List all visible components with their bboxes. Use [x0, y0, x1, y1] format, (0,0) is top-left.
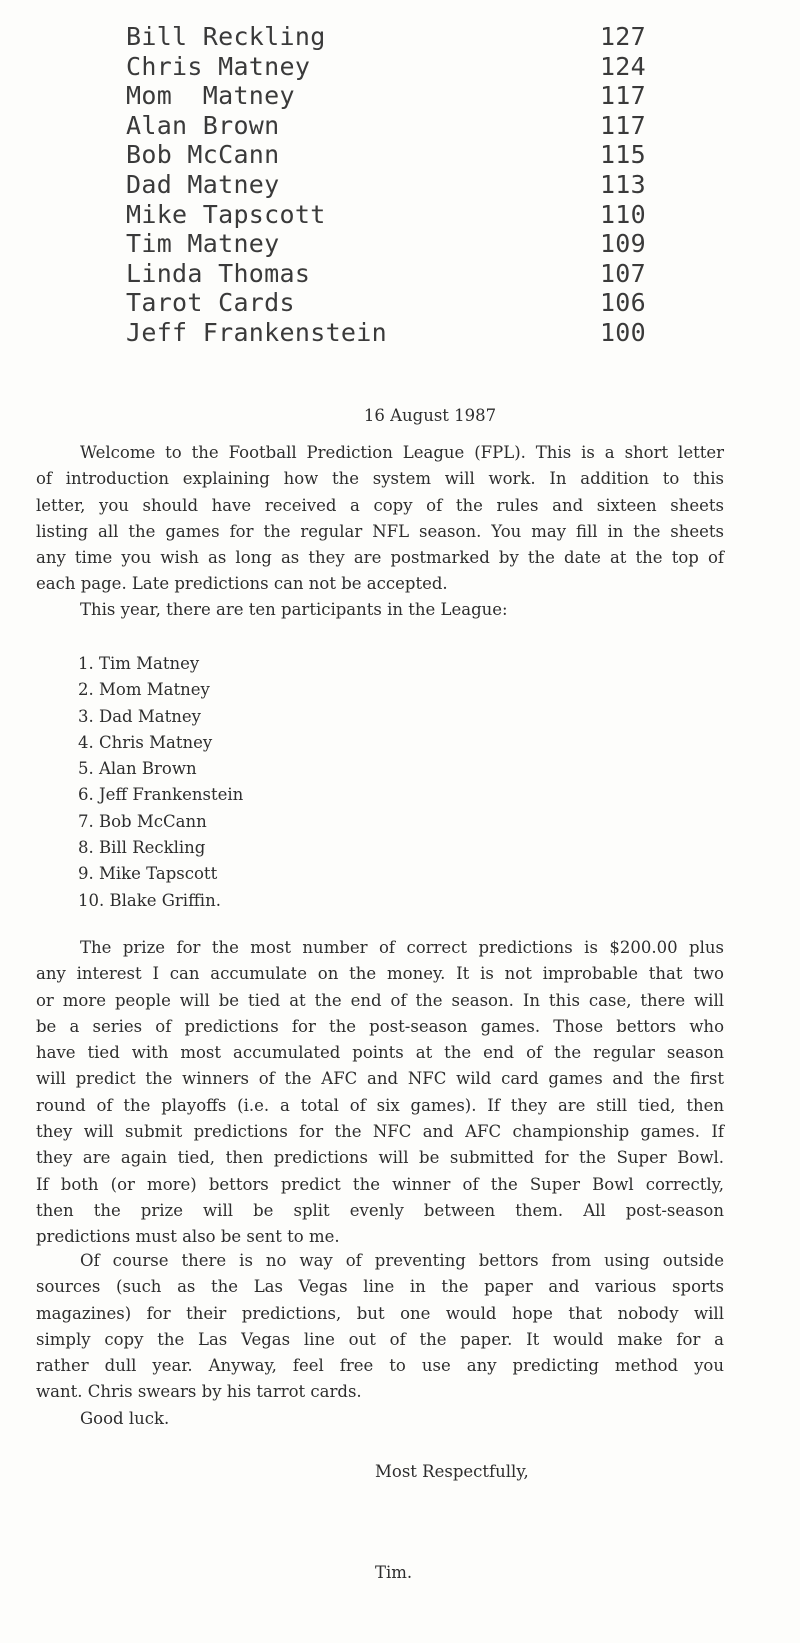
standings-score: 117	[599, 81, 646, 111]
standings-name: Mom Matney	[126, 81, 295, 111]
participant-item: 9. Mike Tapscott	[78, 864, 218, 884]
participant-item: 7. Bob McCann	[78, 811, 207, 831]
standings-name: Chris Matney	[126, 51, 311, 81]
participant-item: 1. Tim Matney	[78, 654, 200, 673]
participant-item: 8. Bill Reckling	[78, 838, 206, 858]
standings-score: 127	[599, 22, 646, 51]
standings-score: 109	[599, 229, 646, 259]
paragraph-line: Of course there is no way of preventing bettors from using outside	[80, 1251, 724, 1270]
standings-score: 115	[599, 140, 646, 170]
standings-row	[126, 22, 646, 52]
paragraph-line: each page. Late predictions can not be accepted.	[36, 574, 448, 594]
paragraph-line: Welcome to the Football Prediction League (FPL). This is a short letter	[80, 443, 724, 462]
paragraph-line: will predict the winners of the AFC and NFC wild card games and the first	[36, 1069, 724, 1089]
standings-name: Linda Thomas	[126, 258, 311, 288]
paragraph-line: any interest I can accumulate on the money. It is not improbable that two	[36, 964, 724, 984]
standings-row	[126, 288, 646, 318]
participants-list	[78, 651, 243, 914]
standings-row	[126, 229, 646, 259]
closing-line: Most Respectfully,	[375, 1462, 529, 1481]
standings-name: Tim Matney	[126, 229, 280, 259]
paragraph-line: then the prize will be split evenly between them. All post-season	[36, 1200, 724, 1220]
standings-score: 110	[599, 199, 646, 229]
participants-intro: This year, there are ten participants in the League:	[80, 600, 508, 619]
standings-row	[126, 318, 646, 348]
paragraph-line: predictions must also be sent to me.	[36, 1227, 340, 1247]
participant-item: 2. Mom Matney	[78, 680, 210, 700]
standings-name: Tarot Cards	[126, 288, 295, 318]
paragraph-line: listing all the games for the regular NFL season. You may fill in the sheets	[36, 521, 724, 541]
intro-paragraph	[36, 440, 724, 598]
standings-row	[126, 52, 646, 82]
standings-row	[126, 140, 646, 170]
paragraph-line: sources (such as the Las Vegas line in the paper and various sports	[36, 1277, 724, 1297]
standings-score: 124	[599, 51, 646, 81]
outside-sources-paragraph	[36, 1248, 724, 1406]
paragraph-line: The prize for the most number of correct predictions is $200.00 plus	[80, 938, 724, 957]
participant-item: 3. Dad Matney	[78, 706, 201, 726]
paragraph-line: magazines) for their predictions, but one would hope that nobody will	[36, 1303, 724, 1323]
standings-name: Alan Brown	[126, 110, 280, 140]
paragraph-line: letter, you should have received a copy of the rules and sixteen sheets	[36, 495, 724, 515]
standings-row	[126, 259, 646, 289]
paragraph-line: have tied with most accumulated points at the end of the regular season	[36, 1043, 724, 1063]
standings-name: Mike Tapscott	[126, 199, 326, 229]
standings-row	[126, 170, 646, 200]
letter-date: 16 August 1987	[363, 406, 497, 425]
prize-paragraph	[36, 935, 724, 1251]
standings-row	[126, 200, 646, 230]
paragraph-line: any time you wish as long as they are postmarked by the date at the top of	[36, 548, 724, 568]
paragraph-line: or more people will be tied at the end of the season. In this case, there will	[36, 990, 724, 1010]
paragraph-line: want. Chris swears by his tarrot cards.	[36, 1382, 362, 1402]
paragraph-line: simply copy the Las Vegas line out of the paper. It would make for a	[36, 1329, 724, 1349]
good-luck-line: Good luck.	[80, 1409, 170, 1428]
standings-row	[126, 81, 646, 111]
paragraph-line: If both (or more) bettors predict the winner of the Super Bowl correctly,	[36, 1174, 724, 1194]
standings-name: Bob McCann	[126, 140, 280, 170]
standings-score: 106	[599, 288, 646, 318]
participant-item: 6. Jeff Frankenstein	[78, 785, 244, 805]
paragraph-line: round of the playoffs (i.e. a total of six games). If they are still tied, then	[36, 1095, 724, 1115]
standings-score: 117	[599, 110, 646, 140]
signature: Tim.	[375, 1563, 413, 1582]
paragraph-line: of introduction explaining how the system will work. In addition to this	[36, 469, 724, 489]
standings-name: Jeff Frankenstein	[126, 317, 387, 347]
paragraph-line: they will submit predictions for the NFC and AFC championship games. If	[36, 1122, 724, 1142]
standings-row	[126, 111, 646, 141]
paragraph-line: rather dull year. Anyway, feel free to use any predicting method you	[36, 1356, 724, 1376]
participant-item: 10. Blake Griffin.	[78, 890, 221, 910]
participant-item: 5. Alan Brown	[78, 759, 197, 779]
paragraph-line: they are again tied, then predictions will be submitted for the Super Bowl.	[36, 1148, 724, 1168]
standings-name: Bill Reckling	[126, 22, 326, 51]
standings-list	[126, 22, 646, 348]
standings-score: 113	[599, 169, 646, 199]
paragraph-line: be a series of predictions for the post-season games. Those bettors who	[36, 1016, 724, 1036]
standings-name: Dad Matney	[126, 169, 280, 199]
participant-item: 4. Chris Matney	[78, 732, 213, 752]
standings-score: 100	[599, 317, 646, 347]
standings-score: 107	[599, 258, 646, 288]
